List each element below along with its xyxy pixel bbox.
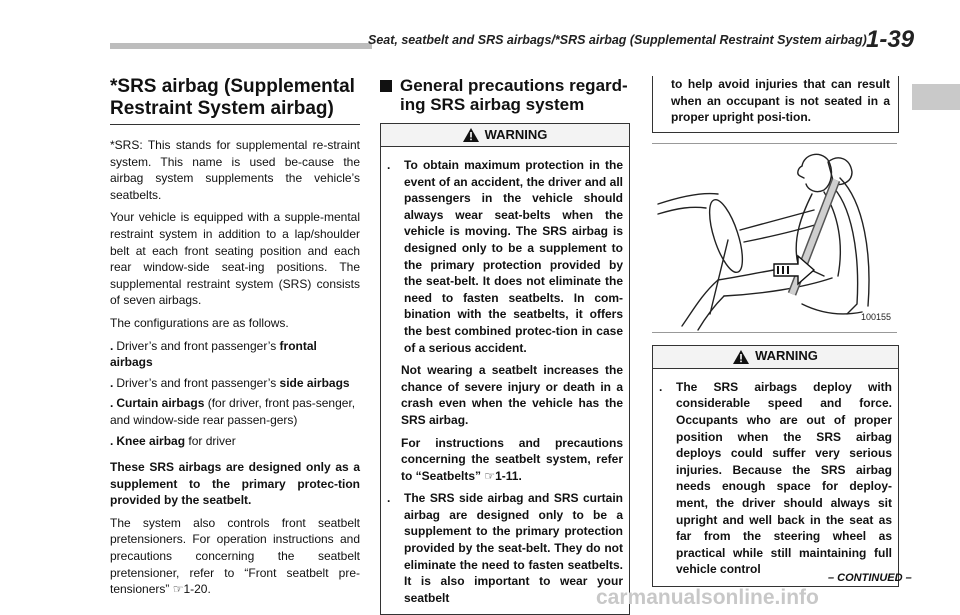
list-item-text: (for driver, front pas-senger, and window-side rear passen-gers): [110, 396, 356, 427]
list-item-text: Driver’s and front passenger’s: [116, 375, 280, 390]
subsection-heading: [380, 76, 630, 114]
column-1: [110, 76, 360, 604]
bullet: .: [110, 375, 114, 390]
figure-code: 100155: [860, 312, 891, 323]
warning-header: [380, 123, 630, 147]
warning-item: [659, 379, 892, 578]
paragraph: *SRS: This stands for supplemental re-straint system. This name is used be-cause the airbag system supplements the vehicle’s seatbelts.: [110, 138, 360, 202]
list-item: [110, 375, 360, 392]
running-header: Seat, seatbelt and SRS airbags/*SRS airbag (Supplemental Restraint System airbag): [368, 33, 867, 47]
list-item-term: frontal airbags: [110, 338, 317, 370]
bullet: .: [387, 491, 391, 506]
bold-paragraph: These SRS airbags are designed only as a supplement to the primary protec-tion provided by the seatbelt.: [110, 460, 360, 508]
warning-text: Not wearing a seatbelt increases the chance of severe injury or death in a crash even when the vehicle has the SRS airbag.: [401, 363, 623, 427]
warning-header: [652, 345, 899, 369]
list-item-term: Knee airbag: [116, 433, 186, 448]
warning-label: WARNING: [755, 348, 818, 364]
list-item: [110, 433, 360, 450]
warning-continuation: to help avoid injuries that can result when an occupant is not seated in a proper upright posi-tion.: [652, 76, 899, 133]
square-bullet-icon: [380, 80, 392, 92]
list-item-text: for driver: [185, 433, 236, 448]
driver-seated-illustration: [652, 144, 897, 332]
continued-label: – CONTINUED –: [828, 572, 912, 584]
section-title: *SRS airbag (Supplemental Restraint System airbag): [110, 76, 360, 125]
column-3: [652, 76, 899, 587]
section-tab: [912, 84, 960, 110]
list-item-term: side airbags: [279, 375, 350, 390]
warning-text: To obtain maximum protection in the event of an accident, the driver and all passengers in the vehicle should always wear seat-belts when the vehicle is moving. The SRS airbag is designed only to be a supplement to the primary protection provided by the seat-belt. It does not eliminate the need to fasten seatbelts. In com-bination with the seatbelts, it offers the best combined protec-tion in case of a serious accident.: [404, 158, 623, 355]
bullet: .: [110, 338, 114, 353]
list-item: [110, 338, 360, 371]
warning-item: [387, 490, 623, 606]
header-rule: [110, 43, 372, 49]
subsection-heading-text: General precautions regard-ing SRS airbag system: [400, 76, 628, 114]
warning-text: The SRS side airbag and SRS curtain airbag are designed only to be a supplement to the primary protection provided by the seat-belt. They do not eliminate the need to fasten seatbelts. It is also important to wear your seatbelt: [404, 491, 623, 605]
list-item-text: Driver’s and front passenger’s: [116, 338, 280, 353]
paragraph: The configurations are as follows.: [110, 315, 289, 330]
paragraph: The system also controls front seatbelt pretensioners. For operation instructions and precautions concerning the seatbelt pretensioner, refer to “Front seatbelt pre-tensioners” ☞1-20.: [110, 515, 360, 597]
column-2: [380, 76, 630, 615]
warning-box: [652, 369, 899, 587]
warning-triangle-icon: [733, 350, 749, 364]
page-number: 1-39: [866, 26, 915, 53]
occupant-illustration: [652, 143, 897, 333]
warning-box: [380, 147, 630, 615]
bullet: .: [110, 396, 114, 411]
list-item: [110, 395, 360, 428]
warning-label: WARNING: [484, 126, 548, 142]
watermark: carmanualsonline.info: [596, 586, 819, 609]
bullet: .: [387, 158, 391, 172]
warning-triangle-icon: [463, 128, 479, 142]
warning-text: For instructions and precautions concerning the seatbelt system, refer to “Seatbelts” ☞1-11.: [401, 435, 623, 483]
list-item-term: Curtain airbags: [116, 396, 205, 411]
warning-text: The SRS airbags deploy with considerable speed and force. Occupants who are out of proper position when the SRS airbag deploys could suffer very serious injuries. Because the SRS airbag needs enough space for deploy-ment, the driver should always sit upright and well back in the seat as far from the steering wheel as practical while still maintaining full vehicle control: [676, 379, 892, 577]
paragraph: Your vehicle is equipped with a supple-mental restraint system in addition to a lap/shoulder belt at each front seating position and each rear window-side seat-ing positions. The supplemental restraint system (SRS) consists of seven airbags.: [110, 210, 360, 308]
bullet: .: [659, 379, 663, 394]
bullet: .: [110, 433, 114, 448]
warning-item: [387, 157, 623, 356]
